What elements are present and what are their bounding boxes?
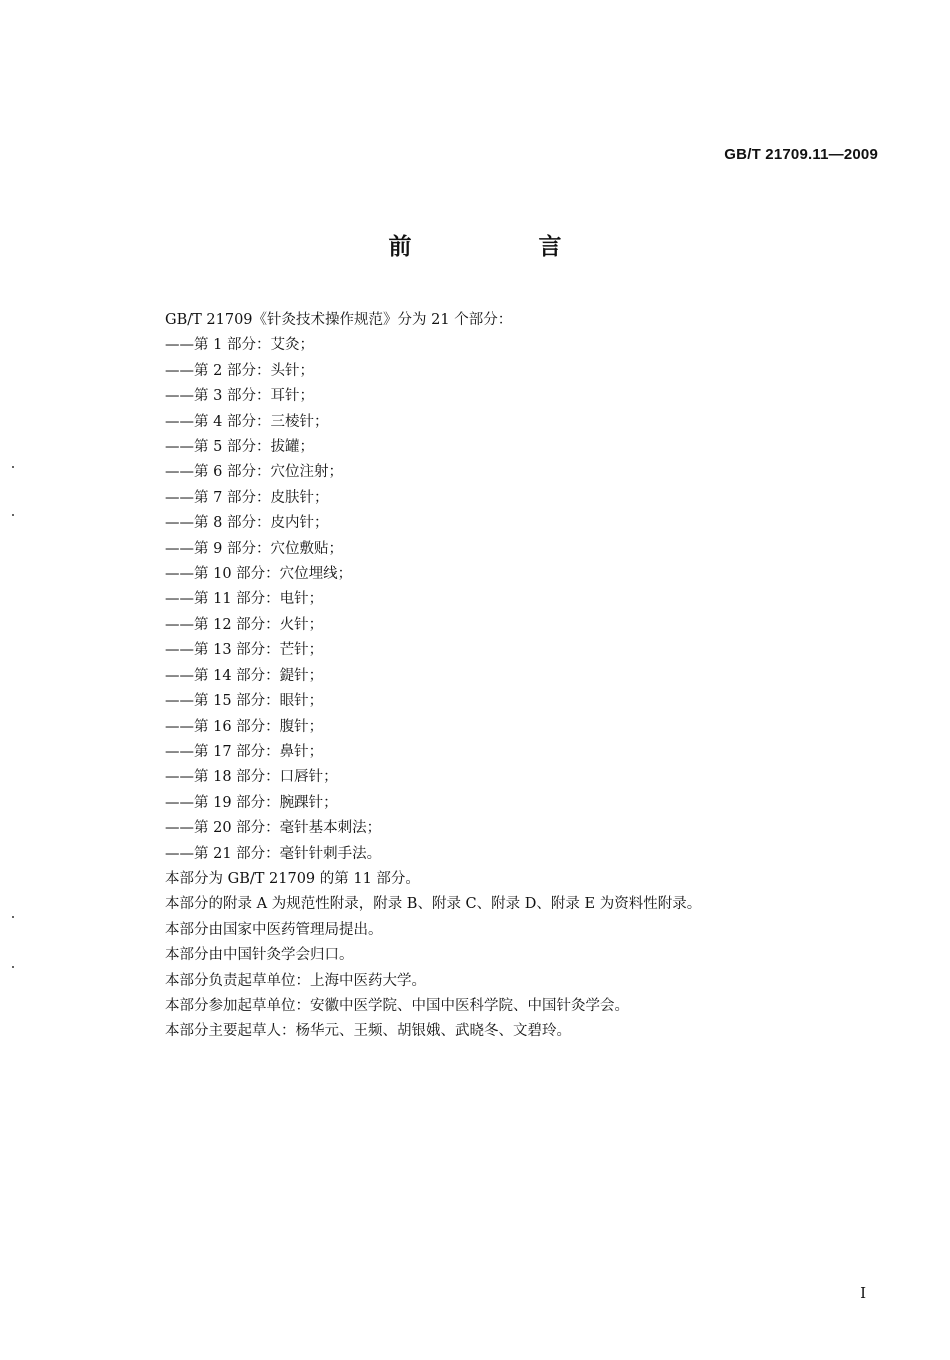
part-item: ——第 13 部分：芒针； bbox=[165, 642, 324, 659]
statement-line: 本部分为 GB/T 21709 的第 11 部分。 bbox=[165, 870, 420, 887]
standard-code: GB/T 21709.11—2009 bbox=[724, 146, 878, 163]
part-item: ——第 21 部分：毫针针刺手法。 bbox=[165, 845, 382, 862]
scan-speck bbox=[12, 514, 14, 516]
statement-line: 本部分由国家中医药管理局提出。 bbox=[165, 921, 383, 938]
part-item: ——第 7 部分：皮肤针； bbox=[165, 489, 329, 506]
scan-speck bbox=[12, 966, 14, 968]
page-number: I bbox=[860, 1284, 866, 1302]
part-item: ——第 2 部分：头针； bbox=[165, 362, 314, 379]
parts-list bbox=[165, 333, 865, 867]
part-item: ——第 6 部分：穴位注射； bbox=[165, 464, 343, 481]
statement-line: 本部分参加起草单位：安徽中医学院、中国中医科学院、中国针灸学会。 bbox=[165, 997, 629, 1014]
part-item: ——第 11 部分：电针； bbox=[165, 591, 324, 608]
statement-line: 本部分由中国针灸学会归口。 bbox=[165, 947, 354, 964]
foreword-body bbox=[165, 308, 865, 1045]
part-item: ——第 15 部分：眼针； bbox=[165, 693, 324, 710]
statement-line: 本部分主要起草人：杨华元、王频、胡银娥、武晓冬、文碧玲。 bbox=[165, 1023, 571, 1040]
part-item: ——第 3 部分：耳针； bbox=[165, 388, 314, 405]
part-item: ——第 1 部分：艾灸； bbox=[165, 337, 314, 354]
scan-speck bbox=[12, 466, 14, 468]
part-item: ——第 9 部分：穴位敷贴； bbox=[165, 540, 343, 557]
part-item: ——第 16 部分：腹针； bbox=[165, 718, 324, 735]
part-item: ——第 18 部分：口唇针； bbox=[165, 769, 338, 786]
part-item: ——第 8 部分：皮内针； bbox=[165, 515, 329, 532]
intro-line: GB/T 21709《针灸技术操作规范》分为 21 个部分： bbox=[165, 312, 513, 328]
part-item: ——第 5 部分：拔罐； bbox=[165, 439, 314, 456]
part-item: ——第 10 部分：穴位埋线； bbox=[165, 566, 353, 583]
statement-line: 本部分负责起草单位：上海中医药大学。 bbox=[165, 972, 426, 989]
part-item: ——第 4 部分：三棱针； bbox=[165, 413, 329, 430]
part-item: ——第 19 部分：腕踝针； bbox=[165, 794, 338, 811]
part-item: ——第 20 部分：毫针基本刺法； bbox=[165, 820, 382, 837]
statements-block bbox=[165, 867, 865, 1045]
statement-line: 本部分的附录 A 为规范性附录，附录 B、附录 C、附录 D、附录 E 为资料性附录。 bbox=[165, 896, 702, 913]
scan-speck bbox=[12, 916, 14, 918]
part-item: ——第 12 部分：火针； bbox=[165, 616, 324, 633]
part-item: ——第 14 部分：鍉针； bbox=[165, 667, 324, 684]
part-item: ——第 17 部分：鼻针； bbox=[165, 743, 324, 760]
page-title: 前 言 bbox=[388, 234, 614, 260]
